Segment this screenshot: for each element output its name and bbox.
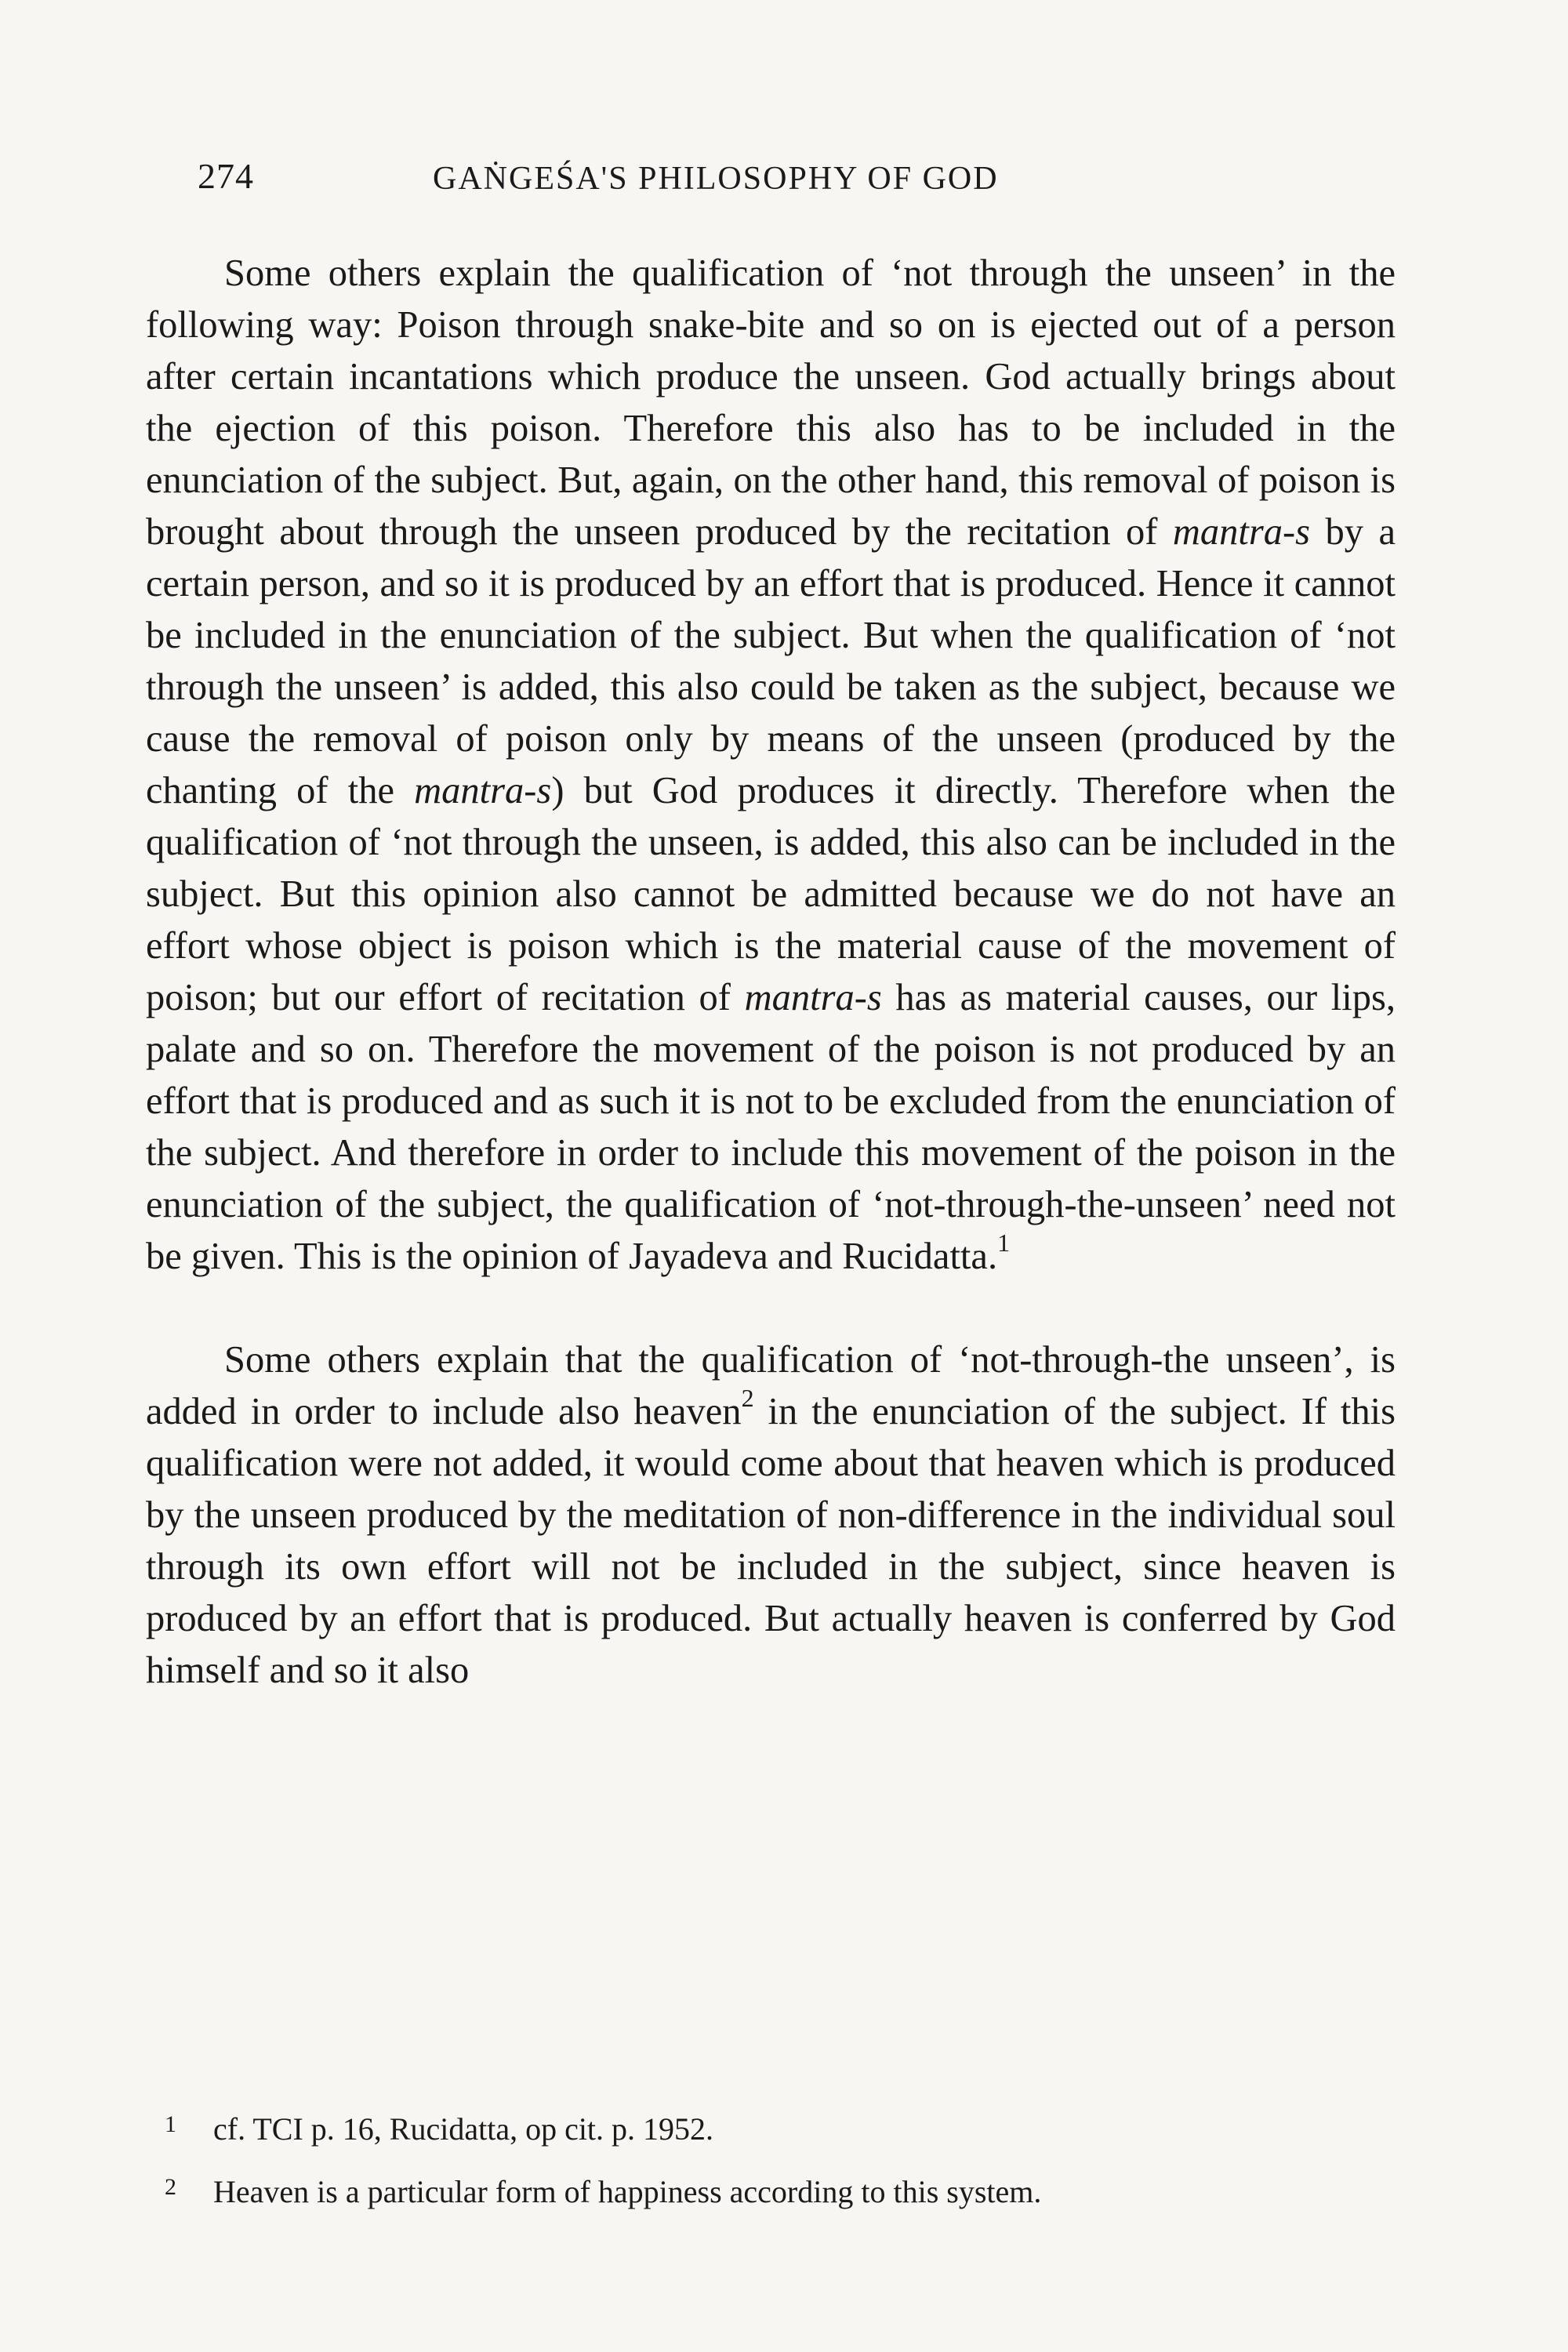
paragraph-1 <box>146 248 1396 1283</box>
footnote-text: Heaven is a particular form of happiness according to this system. <box>213 2174 1042 2209</box>
footnotes <box>157 2109 1396 2212</box>
footnote-marker: 1 <box>165 2111 176 2137</box>
paragraph-2 <box>146 1334 1396 1697</box>
text-segment-italic: mantra-s <box>1172 511 1311 553</box>
body-text <box>146 248 1396 1697</box>
text-segment-italic: mantra-s <box>414 770 552 811</box>
footnote-reference-2: 2 <box>741 1384 754 1412</box>
footnote-1 <box>157 2109 1396 2150</box>
footnote-reference-1: 1 <box>997 1229 1011 1257</box>
text-segment: Some others explain the qualification of ‘not through the unseen’ in the following way: Poison through snake-bite and so on is ejected out of a person after certain incantations which produce the unseen. God actually brings about the ejection of this poison. Therefore this also has to be included in the enunciation of the subject. But, again, on the other hand, this removal of poison is brought about through the unseen produced by the recitation of <box>146 252 1396 553</box>
page-number: 274 <box>198 156 254 196</box>
footnote-2 <box>157 2172 1396 2212</box>
text-segment: Some others explain that the qualification of ‘not-through-the unseen’, is added in order to include also heaven <box>146 1339 1396 1432</box>
running-title: GAṄGEŚA'S PHILOSOPHY OF GOD <box>433 161 999 197</box>
text-segment: by a certain person, and so it is produced by an effort that is produced. Hence it cannot be included in the enunciation of the subject. But when the qualification of ‘not through the unseen’ is added, this also could be taken as the subject, because we cause the removal of poison only by means of the unseen (produced by the chanting of the <box>146 511 1396 811</box>
text-segment: ) but God produces it directly. Therefore when the qualification of ‘not through the unseen, is added, this also can be included in the subject. But this opinion also cannot be admitted because we do not have an effort whose object is poison which is the material cause of the movement of poison; but our effort of recitation of <box>146 770 1396 1018</box>
page-header <box>198 155 1397 218</box>
footnote-marker: 2 <box>165 2174 176 2200</box>
text-segment: in the enunciation of the subject. If this qualification were not added, it would come about that heaven which is produced by the unseen produced by the meditation of non-difference in the individual soul through its own effort will not be included in the subject, since heaven is produced by an effort that is produced. But actually heaven is conferred by God himself and so it also <box>146 1391 1396 1691</box>
text-segment-italic: mantra-s <box>744 977 882 1018</box>
footnote-text: cf. TCI p. 16, Rucidatta, op cit. p. 1952. <box>213 2111 714 2147</box>
text-segment: has as material causes, our lips, palate and so on. Therefore the movement of the poison is not produced by an effort that is produced and as such it is not to be excluded from the enunciation of the subject. And therefore in order to include this movement of the poison in the enunciation of the subject, the qualification of ‘not-through-the-unseen’ need not be given. This is the opinion of Jayadeva and Rucidatta. <box>146 977 1396 1277</box>
